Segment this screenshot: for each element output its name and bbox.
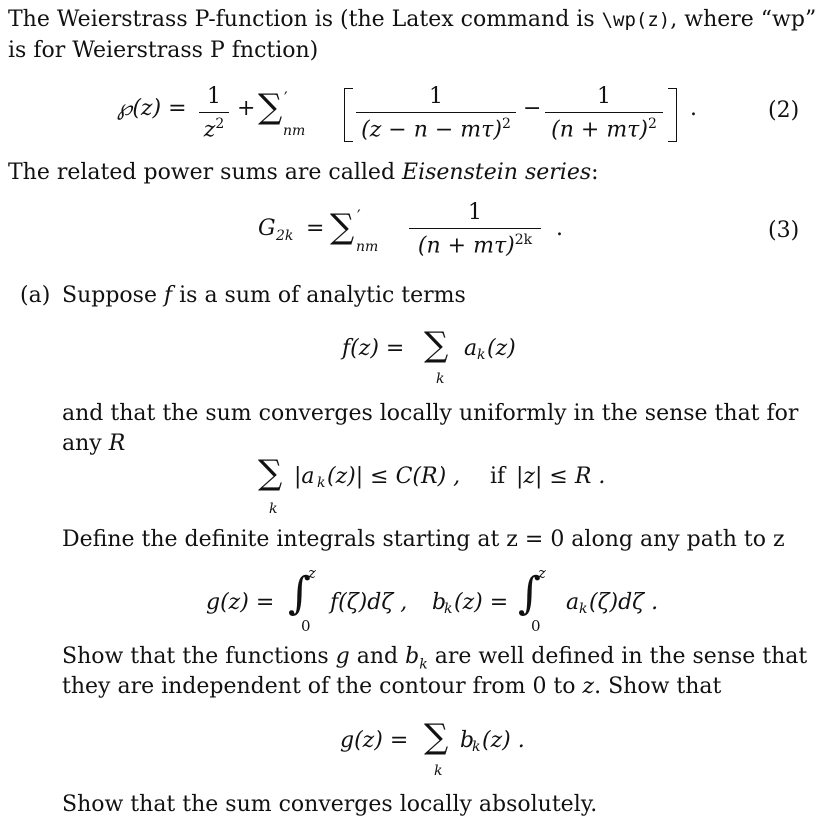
R-symbol: R	[108, 431, 126, 456]
integral-icon: ∫	[518, 568, 541, 619]
period: .	[690, 96, 697, 121]
define-text: Define the definite integrals starting at z = 0 along any path to z	[62, 527, 785, 552]
a-subscript: k	[317, 475, 326, 491]
converge-text: and that the sum converges locally uniformly in the sense that for	[62, 401, 799, 426]
g-lhs: g(z) =	[340, 728, 409, 753]
bound-condition: |z| ≤ R .	[516, 464, 606, 489]
wp-lhs: ℘(z) =	[117, 96, 187, 121]
term-1-denominator: (z − n − mτ)	[361, 117, 502, 143]
intro-text-2: is for Weierstrass P fnction)	[8, 38, 319, 63]
b-subscript: k	[419, 656, 428, 673]
z-symbol: z	[582, 674, 595, 699]
b-rest: (z) .	[482, 728, 525, 753]
b-symbol: b	[460, 728, 475, 753]
final-text: Show that the sum converges locally absolutely.	[62, 792, 598, 817]
sum-subscript: k	[436, 371, 445, 387]
show-line-1	[62, 646, 807, 671]
intro-text-post: , where “wp”	[670, 7, 816, 32]
sigma-icon: ∑	[330, 207, 355, 247]
part-a-label	[20, 285, 50, 307]
sigma-icon: ∑	[424, 325, 449, 365]
a-subscript: k	[477, 347, 486, 363]
fraction-bar	[545, 112, 663, 113]
fraction-bar	[199, 112, 229, 113]
sigma-icon: ∑	[258, 87, 283, 127]
sum-subscript: k	[269, 501, 278, 517]
g-lhs: g(z) =	[206, 590, 275, 615]
frac-1-over-z2	[199, 86, 229, 142]
left-bracket	[344, 88, 353, 142]
term-2-numerator: 1	[597, 84, 611, 109]
latex-command: \wp(z)	[601, 9, 671, 31]
frac-numerator: 1	[207, 84, 221, 109]
well-defined-text: are well defined in the sense that	[427, 644, 808, 669]
prime-mark: ′	[357, 206, 361, 225]
intro-text: The Weierstrass P-function is (the Latex command is	[8, 7, 602, 32]
period: .	[556, 216, 563, 241]
analytic-terms-text: is a sum of analytic terms	[172, 283, 466, 308]
g-symbol: g	[335, 644, 350, 669]
exponent: 2	[215, 116, 225, 133]
term-2	[545, 86, 663, 142]
eq3-fraction	[409, 202, 541, 258]
independent-text: they are independent of the contour from 0 to	[62, 674, 583, 699]
sum-subscript: nm	[356, 239, 379, 255]
eisenstein-sentence	[8, 162, 599, 184]
sum-subscript: nm	[283, 123, 306, 139]
show-that-text: . Show that	[594, 674, 722, 699]
a-symbol: a	[566, 590, 580, 615]
b-symbol: b	[432, 590, 447, 615]
integral-icon: ∫	[288, 568, 311, 619]
sigma-icon: ∑	[424, 717, 449, 757]
term-2-denominator: (n + mτ)	[551, 117, 648, 143]
fraction-bar	[409, 228, 541, 229]
converge-line-2	[62, 433, 125, 455]
plus-sign: +	[237, 96, 256, 121]
term-1-numerator: 1	[429, 84, 443, 109]
part-label: (a)	[20, 283, 51, 308]
suppose-text: Suppose	[62, 283, 164, 308]
g-integrand: f(ζ)dζ ,	[330, 590, 408, 615]
frac-numerator: 1	[468, 200, 482, 225]
f-lhs: f(z) =	[342, 336, 405, 361]
any-text: any	[62, 431, 109, 456]
sigma-icon: ∑	[258, 453, 283, 493]
G-subscript: 2k	[276, 228, 294, 244]
a-symbol: a	[464, 336, 478, 361]
equation-number: (3)	[768, 218, 800, 243]
intro-line-2	[8, 40, 318, 62]
lower-limit: 0	[531, 617, 541, 635]
a-subscript: k	[579, 601, 588, 617]
eisenstein-text: The related power sums are called	[8, 160, 403, 185]
eisenstein-emph: Eisenstein series	[402, 160, 592, 185]
G-symbol: G	[258, 216, 276, 241]
if-text: if	[490, 464, 506, 489]
and-text: and	[349, 644, 406, 669]
minus-sign: −	[523, 96, 542, 121]
part-a-intro	[62, 285, 466, 307]
upper-limit: z	[538, 564, 546, 582]
lower-limit: 0	[301, 617, 311, 635]
exponent: 2k	[514, 232, 533, 249]
frac-denominator: (n + mτ)	[417, 233, 515, 259]
exponent: 2	[501, 116, 511, 133]
colon: :	[591, 160, 599, 185]
intro-line-1	[8, 9, 816, 31]
final-line	[62, 794, 597, 816]
upper-limit: z	[308, 564, 316, 582]
b-symbol: b	[405, 644, 420, 669]
sum-subscript: k	[434, 763, 443, 779]
prime-mark: ′	[284, 88, 288, 107]
b-subscript: k	[472, 739, 481, 755]
frac-denominator: z	[203, 117, 216, 143]
b-integrand: (ζ)dζ .	[589, 590, 659, 615]
a-argument: (z)	[487, 336, 516, 361]
bound-rest: (z)| ≤ C(R) ,	[327, 464, 461, 489]
equals-sign: =	[306, 216, 325, 241]
exponent: 2	[647, 116, 657, 133]
equation-number: (2)	[768, 98, 800, 123]
right-bracket	[668, 88, 677, 142]
show-line-2	[62, 676, 721, 698]
show-text: Show that the functions	[62, 644, 336, 669]
abs-a: |a	[294, 464, 315, 489]
f-symbol: f	[163, 283, 173, 308]
converge-line-1	[62, 403, 798, 425]
b-lhs-rest: (z) =	[454, 590, 509, 615]
term-1	[356, 86, 516, 142]
b-subscript: k	[444, 601, 453, 617]
define-line	[62, 529, 785, 551]
fraction-bar	[356, 112, 516, 113]
